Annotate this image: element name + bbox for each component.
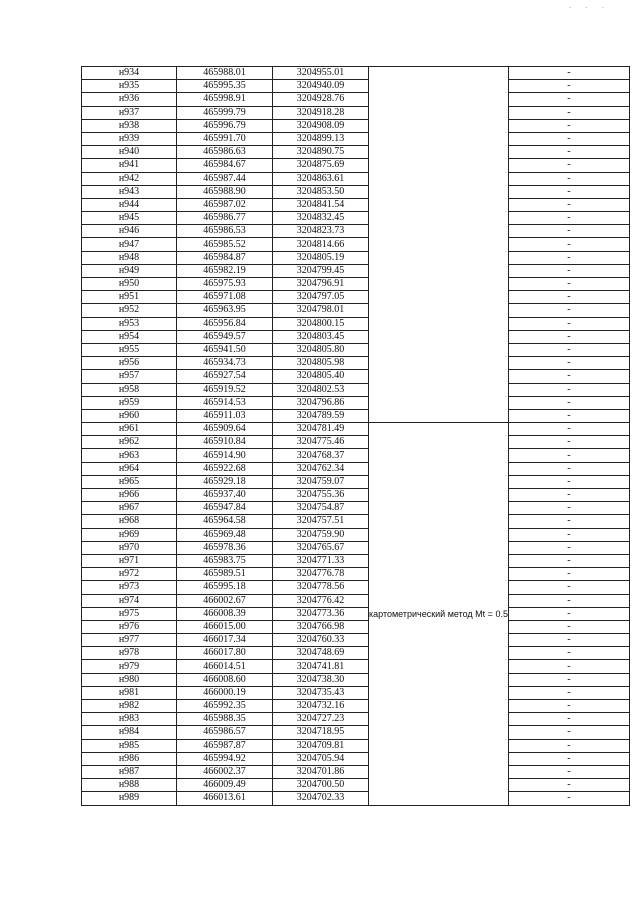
x-coordinate-cell: 466002.37 [177, 765, 273, 778]
y-coordinate-cell: 3204765.67 [273, 541, 369, 554]
point-name-cell: н944 [82, 198, 177, 211]
x-coordinate-cell: 465922.68 [177, 462, 273, 475]
description-cell: - [508, 264, 629, 277]
description-cell: - [508, 159, 629, 172]
description-cell: - [508, 686, 629, 699]
y-coordinate-cell: 3204890.75 [273, 146, 369, 159]
method-text: картометрический метод Mt = 0.5 [369, 608, 508, 619]
description-cell: - [508, 93, 629, 106]
x-coordinate-cell: 465985.52 [177, 238, 273, 251]
table-row [82, 159, 630, 172]
point-name-cell: н949 [82, 264, 177, 277]
point-name-cell: н983 [82, 713, 177, 726]
point-name-cell: н951 [82, 291, 177, 304]
y-coordinate-cell: 3204832.45 [273, 212, 369, 225]
point-name-cell: н941 [82, 159, 177, 172]
y-coordinate-cell: 3204796.91 [273, 278, 369, 291]
point-name-cell: н956 [82, 357, 177, 370]
y-coordinate-cell: 3204700.50 [273, 779, 369, 792]
coordinates-table-body [82, 67, 630, 806]
y-coordinate-cell: 3204768.37 [273, 449, 369, 462]
x-coordinate-cell: 465984.87 [177, 251, 273, 264]
y-coordinate-cell: 3204727.23 [273, 713, 369, 726]
y-coordinate-cell: 3204738.30 [273, 673, 369, 686]
point-name-cell: н938 [82, 119, 177, 132]
description-cell: - [508, 673, 629, 686]
x-coordinate-cell: 466002.67 [177, 594, 273, 607]
description-cell: - [508, 343, 629, 356]
method-cell [369, 423, 509, 805]
table-row [82, 475, 630, 488]
point-name-cell: н984 [82, 726, 177, 739]
table-row [82, 67, 630, 80]
point-name-cell: н935 [82, 80, 177, 93]
point-name-cell: н953 [82, 317, 177, 330]
point-name-cell: н972 [82, 568, 177, 581]
table-row [82, 238, 630, 251]
point-name-cell: н939 [82, 132, 177, 145]
point-name-cell: н934 [82, 67, 177, 80]
point-name-cell: н940 [82, 146, 177, 159]
y-coordinate-cell: 3204771.33 [273, 554, 369, 567]
table-row [82, 304, 630, 317]
x-coordinate-cell: 465987.02 [177, 198, 273, 211]
point-name-cell: н937 [82, 106, 177, 119]
y-coordinate-cell: 3204718.95 [273, 726, 369, 739]
table-row [82, 317, 630, 330]
x-coordinate-cell: 465987.44 [177, 172, 273, 185]
x-coordinate-cell: 465978.36 [177, 541, 273, 554]
point-name-cell: н954 [82, 330, 177, 343]
description-cell: - [508, 554, 629, 567]
x-coordinate-cell: 465989.51 [177, 568, 273, 581]
table-row [82, 343, 630, 356]
table-row [82, 146, 630, 159]
point-name-cell: н985 [82, 739, 177, 752]
point-name-cell: н976 [82, 620, 177, 633]
table-row [82, 106, 630, 119]
y-coordinate-cell: 3204875.69 [273, 159, 369, 172]
y-coordinate-cell: 3204759.07 [273, 475, 369, 488]
table-row [82, 647, 630, 660]
description-cell: - [508, 594, 629, 607]
x-coordinate-cell: 466017.34 [177, 634, 273, 647]
x-coordinate-cell: 465911.03 [177, 409, 273, 422]
description-cell: - [508, 581, 629, 594]
table-row [82, 620, 630, 633]
table-row [82, 489, 630, 502]
table-row [82, 185, 630, 198]
table-row [82, 739, 630, 752]
y-coordinate-cell: 3204754.87 [273, 502, 369, 515]
x-coordinate-cell: 465914.90 [177, 449, 273, 462]
x-coordinate-cell: 465995.35 [177, 80, 273, 93]
table-row [82, 357, 630, 370]
point-name-cell: н936 [82, 93, 177, 106]
x-coordinate-cell: 465983.75 [177, 554, 273, 567]
point-name-cell: н986 [82, 752, 177, 765]
table-row [82, 264, 630, 277]
description-cell: - [508, 67, 629, 80]
description-cell: - [508, 291, 629, 304]
y-coordinate-cell: 3204918.28 [273, 106, 369, 119]
point-name-cell: н981 [82, 686, 177, 699]
x-coordinate-cell: 465992.35 [177, 700, 273, 713]
description-cell: - [508, 278, 629, 291]
y-coordinate-cell: 3204798.01 [273, 304, 369, 317]
description-cell: - [508, 185, 629, 198]
description-cell: - [508, 238, 629, 251]
x-coordinate-cell: 466000.19 [177, 686, 273, 699]
x-coordinate-cell: 465929.18 [177, 475, 273, 488]
description-cell: - [508, 765, 629, 778]
method-cell-top [369, 67, 509, 423]
table-row [82, 449, 630, 462]
description-cell: - [508, 660, 629, 673]
point-name-cell: н962 [82, 436, 177, 449]
description-cell: - [508, 436, 629, 449]
description-cell: - [508, 119, 629, 132]
point-name-cell: н961 [82, 423, 177, 436]
point-name-cell: н966 [82, 489, 177, 502]
point-name-cell: н971 [82, 554, 177, 567]
table-row [82, 225, 630, 238]
table-row [82, 700, 630, 713]
y-coordinate-cell: 3204705.94 [273, 752, 369, 765]
y-coordinate-cell: 3204841.54 [273, 198, 369, 211]
x-coordinate-cell: 465995.18 [177, 581, 273, 594]
x-coordinate-cell: 465934.73 [177, 357, 273, 370]
point-name-cell: н988 [82, 779, 177, 792]
y-coordinate-cell: 3204702.33 [273, 792, 369, 805]
description-cell: - [508, 700, 629, 713]
x-coordinate-cell: 465919.52 [177, 383, 273, 396]
y-coordinate-cell: 3204709.81 [273, 739, 369, 752]
table-row [82, 80, 630, 93]
point-name-cell: н965 [82, 475, 177, 488]
description-cell: - [508, 726, 629, 739]
point-name-cell: н968 [82, 515, 177, 528]
table-row [82, 436, 630, 449]
x-coordinate-cell: 465986.77 [177, 212, 273, 225]
y-coordinate-cell: 3204781.49 [273, 423, 369, 436]
x-coordinate-cell: 466014.51 [177, 660, 273, 673]
x-coordinate-cell: 465914.53 [177, 396, 273, 409]
table-row [82, 515, 630, 528]
y-coordinate-cell: 3204762.34 [273, 462, 369, 475]
table-row [82, 251, 630, 264]
x-coordinate-cell: 465956.84 [177, 317, 273, 330]
description-cell: - [508, 462, 629, 475]
x-coordinate-cell: 465910.84 [177, 436, 273, 449]
y-coordinate-cell: 3204805.40 [273, 370, 369, 383]
description-cell: - [508, 528, 629, 541]
x-coordinate-cell: 465964.58 [177, 515, 273, 528]
table-row [82, 779, 630, 792]
point-name-cell: н982 [82, 700, 177, 713]
y-coordinate-cell: 3204805.19 [273, 251, 369, 264]
description-cell: - [508, 449, 629, 462]
y-coordinate-cell: 3204741.81 [273, 660, 369, 673]
y-coordinate-cell: 3204805.98 [273, 357, 369, 370]
description-cell: - [508, 423, 629, 436]
description-cell: - [508, 304, 629, 317]
table-row [82, 568, 630, 581]
x-coordinate-cell: 466009.49 [177, 779, 273, 792]
table-row [82, 554, 630, 567]
point-name-cell: н958 [82, 383, 177, 396]
description-cell: - [508, 132, 629, 145]
description-cell: - [508, 713, 629, 726]
x-coordinate-cell: 465937.40 [177, 489, 273, 502]
x-coordinate-cell: 465909.64 [177, 423, 273, 436]
x-coordinate-cell: 466008.39 [177, 607, 273, 620]
table-row [82, 212, 630, 225]
description-cell: - [508, 370, 629, 383]
y-coordinate-cell: 3204823.73 [273, 225, 369, 238]
description-cell: - [508, 80, 629, 93]
x-coordinate-cell: 466013.61 [177, 792, 273, 805]
y-coordinate-cell: 3204776.42 [273, 594, 369, 607]
table-row [82, 93, 630, 106]
table-row [82, 713, 630, 726]
x-coordinate-cell: 465969.48 [177, 528, 273, 541]
table-row [82, 132, 630, 145]
point-name-cell: н987 [82, 765, 177, 778]
x-coordinate-cell: 465988.35 [177, 713, 273, 726]
description-cell: - [508, 792, 629, 805]
description-cell: - [508, 752, 629, 765]
description-cell: - [508, 330, 629, 343]
point-name-cell: н980 [82, 673, 177, 686]
table-row [82, 686, 630, 699]
table-row [82, 330, 630, 343]
y-coordinate-cell: 3204732.16 [273, 700, 369, 713]
y-coordinate-cell: 3204775.46 [273, 436, 369, 449]
y-coordinate-cell: 3204735.43 [273, 686, 369, 699]
table-row [82, 673, 630, 686]
y-coordinate-cell: 3204863.61 [273, 172, 369, 185]
y-coordinate-cell: 3204701.86 [273, 765, 369, 778]
description-cell: - [508, 146, 629, 159]
y-coordinate-cell: 3204759.90 [273, 528, 369, 541]
table-row [82, 462, 630, 475]
description-cell: - [508, 383, 629, 396]
y-coordinate-cell: 3204800.15 [273, 317, 369, 330]
point-name-cell: н974 [82, 594, 177, 607]
description-cell: - [508, 212, 629, 225]
description-cell: - [508, 739, 629, 752]
x-coordinate-cell: 466015.00 [177, 620, 273, 633]
x-coordinate-cell: 465986.53 [177, 225, 273, 238]
x-coordinate-cell: 465975.93 [177, 278, 273, 291]
y-coordinate-cell: 3204899.13 [273, 132, 369, 145]
table-row [82, 198, 630, 211]
table-row [82, 752, 630, 765]
x-coordinate-cell: 465988.90 [177, 185, 273, 198]
y-coordinate-cell: 3204802.53 [273, 383, 369, 396]
description-cell: - [508, 502, 629, 515]
x-coordinate-cell: 466008.60 [177, 673, 273, 686]
point-name-cell: н952 [82, 304, 177, 317]
point-name-cell: н969 [82, 528, 177, 541]
description-cell: - [508, 475, 629, 488]
y-coordinate-cell: 3204757.51 [273, 515, 369, 528]
table-row [82, 502, 630, 515]
point-name-cell: н960 [82, 409, 177, 422]
description-cell: - [508, 396, 629, 409]
description-cell: - [508, 607, 629, 620]
description-cell: - [508, 409, 629, 422]
x-coordinate-cell: 465949.57 [177, 330, 273, 343]
point-name-cell: н978 [82, 647, 177, 660]
description-cell: - [508, 620, 629, 633]
description-cell: - [508, 225, 629, 238]
y-coordinate-cell: 3204908.09 [273, 119, 369, 132]
x-coordinate-cell: 465941.50 [177, 343, 273, 356]
corner-marks: . . . [568, 2, 610, 10]
point-name-cell: н963 [82, 449, 177, 462]
table-row [82, 528, 630, 541]
table-row [82, 792, 630, 805]
description-cell: - [508, 251, 629, 264]
point-name-cell: н979 [82, 660, 177, 673]
y-coordinate-cell: 3204805.80 [273, 343, 369, 356]
description-cell: - [508, 489, 629, 502]
table-row [82, 765, 630, 778]
x-coordinate-cell: 465988.01 [177, 67, 273, 80]
point-name-cell: н959 [82, 396, 177, 409]
description-cell: - [508, 172, 629, 185]
point-name-cell: н945 [82, 212, 177, 225]
y-coordinate-cell: 3204853.50 [273, 185, 369, 198]
y-coordinate-cell: 3204797.05 [273, 291, 369, 304]
table-row [82, 541, 630, 554]
table-row [82, 409, 630, 422]
point-name-cell: н943 [82, 185, 177, 198]
x-coordinate-cell: 465998.91 [177, 93, 273, 106]
description-cell: - [508, 779, 629, 792]
x-coordinate-cell: 465986.63 [177, 146, 273, 159]
x-coordinate-cell: 465971.08 [177, 291, 273, 304]
y-coordinate-cell: 3204778.56 [273, 581, 369, 594]
y-coordinate-cell: 3204955.01 [273, 67, 369, 80]
table-row [82, 383, 630, 396]
description-cell: - [508, 317, 629, 330]
table-row [82, 607, 630, 620]
x-coordinate-cell: 465996.79 [177, 119, 273, 132]
y-coordinate-cell: 3204803.45 [273, 330, 369, 343]
y-coordinate-cell: 3204748.69 [273, 647, 369, 660]
y-coordinate-cell: 3204760.33 [273, 634, 369, 647]
point-name-cell: н957 [82, 370, 177, 383]
x-coordinate-cell: 465982.19 [177, 264, 273, 277]
y-coordinate-cell: 3204796.86 [273, 396, 369, 409]
x-coordinate-cell: 465994.92 [177, 752, 273, 765]
y-coordinate-cell: 3204773.36 [273, 607, 369, 620]
table-row [82, 660, 630, 673]
table-row [82, 172, 630, 185]
y-coordinate-cell: 3204928.76 [273, 93, 369, 106]
x-coordinate-cell: 465927.54 [177, 370, 273, 383]
table-row [82, 119, 630, 132]
point-name-cell: н955 [82, 343, 177, 356]
description-cell: - [508, 357, 629, 370]
x-coordinate-cell: 465987.87 [177, 739, 273, 752]
point-name-cell: н946 [82, 225, 177, 238]
description-cell: - [508, 568, 629, 581]
y-coordinate-cell: 3204940.09 [273, 80, 369, 93]
table-row [82, 396, 630, 409]
point-name-cell: н947 [82, 238, 177, 251]
x-coordinate-cell: 465947.84 [177, 502, 273, 515]
y-coordinate-cell: 3204799.45 [273, 264, 369, 277]
y-coordinate-cell: 3204789.59 [273, 409, 369, 422]
point-name-cell: н989 [82, 792, 177, 805]
description-cell: - [508, 647, 629, 660]
table-row [82, 581, 630, 594]
x-coordinate-cell: 465999.79 [177, 106, 273, 119]
table-row [82, 423, 630, 436]
point-name-cell: н973 [82, 581, 177, 594]
x-coordinate-cell: 465984.67 [177, 159, 273, 172]
table-row [82, 278, 630, 291]
description-cell: - [508, 106, 629, 119]
description-cell: - [508, 515, 629, 528]
y-coordinate-cell: 3204776.78 [273, 568, 369, 581]
y-coordinate-cell: 3204766.98 [273, 620, 369, 633]
point-name-cell: н942 [82, 172, 177, 185]
point-name-cell: н948 [82, 251, 177, 264]
table-row [82, 370, 630, 383]
x-coordinate-cell: 465991.70 [177, 132, 273, 145]
point-name-cell: н964 [82, 462, 177, 475]
table-row [82, 291, 630, 304]
y-coordinate-cell: 3204814.66 [273, 238, 369, 251]
y-coordinate-cell: 3204755.36 [273, 489, 369, 502]
table-row [82, 634, 630, 647]
point-name-cell: н970 [82, 541, 177, 554]
point-name-cell: н977 [82, 634, 177, 647]
x-coordinate-cell: 465986.57 [177, 726, 273, 739]
point-name-cell: н967 [82, 502, 177, 515]
x-coordinate-cell: 466017.80 [177, 647, 273, 660]
description-cell: - [508, 634, 629, 647]
point-name-cell: н975 [82, 607, 177, 620]
x-coordinate-cell: 465963.95 [177, 304, 273, 317]
description-cell: - [508, 198, 629, 211]
table-row [82, 594, 630, 607]
coordinates-table [81, 66, 630, 806]
point-name-cell: н950 [82, 278, 177, 291]
table-row [82, 726, 630, 739]
description-cell: - [508, 541, 629, 554]
